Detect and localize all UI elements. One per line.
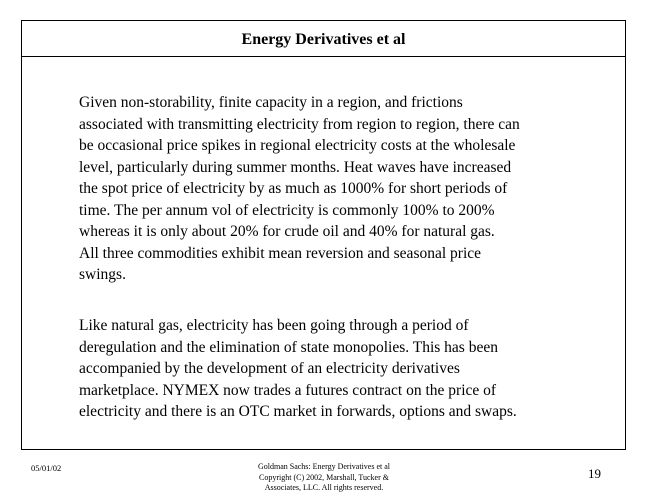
paragraph-line: marketplace. NYMEX now trades a futures contract on the price of: [79, 381, 497, 399]
paragraph-line: accompanied by the development of an electricity derivatives: [79, 360, 460, 377]
page-number: 19: [588, 466, 601, 481]
footer-copyright-line: Copyright (C) 2002, Marshall, Tucker &: [259, 472, 389, 482]
paragraph-electricity-prices: [79, 92, 619, 286]
footer-copyright-line: Goldman Sachs: Energy Derivatives et al: [257, 462, 391, 471]
footer-date: 05/01/02: [31, 463, 62, 473]
paragraph-line: electricity and there is an OTC market in forwards, options and swaps.: [79, 403, 517, 420]
slide-title: Energy Derivatives et al: [241, 31, 406, 48]
footer-copyright: [214, 462, 434, 494]
paragraph-line: the spot price of electricity by as much as 1000% for short periods of: [79, 180, 508, 197]
paragraph-line: Given non-storability, finite capacity in a region, and frictions: [79, 94, 463, 111]
paragraph-line: swings.: [79, 266, 126, 283]
paragraph-line: whereas it is only about 20% for crude oil and 40% for natural gas.: [79, 223, 495, 240]
paragraph-line: be occasional price spikes in regional electricity costs at the wholesale: [79, 137, 516, 154]
title-bar: [22, 21, 625, 57]
paragraph-line: level, particularly during summer months. Heat waves have increased: [79, 158, 512, 176]
paragraph-line: time. The per annum vol of electricity is commonly 100% to 200%: [79, 201, 495, 219]
paragraph-line: deregulation and the elimination of state monopolies. This has been: [79, 338, 498, 356]
paragraph-line: associated with transmitting electricity from region to region, there can: [79, 115, 520, 133]
paragraph-line: All three commodities exhibit mean reversion and seasonal price: [79, 244, 482, 262]
footer-copyright-line: Associates, LLC. All rights reserved.: [264, 483, 384, 492]
slide-frame: [21, 20, 626, 450]
paragraph-line: Like natural gas, electricity has been going through a period of: [79, 317, 469, 334]
paragraph-deregulation: [79, 315, 619, 423]
